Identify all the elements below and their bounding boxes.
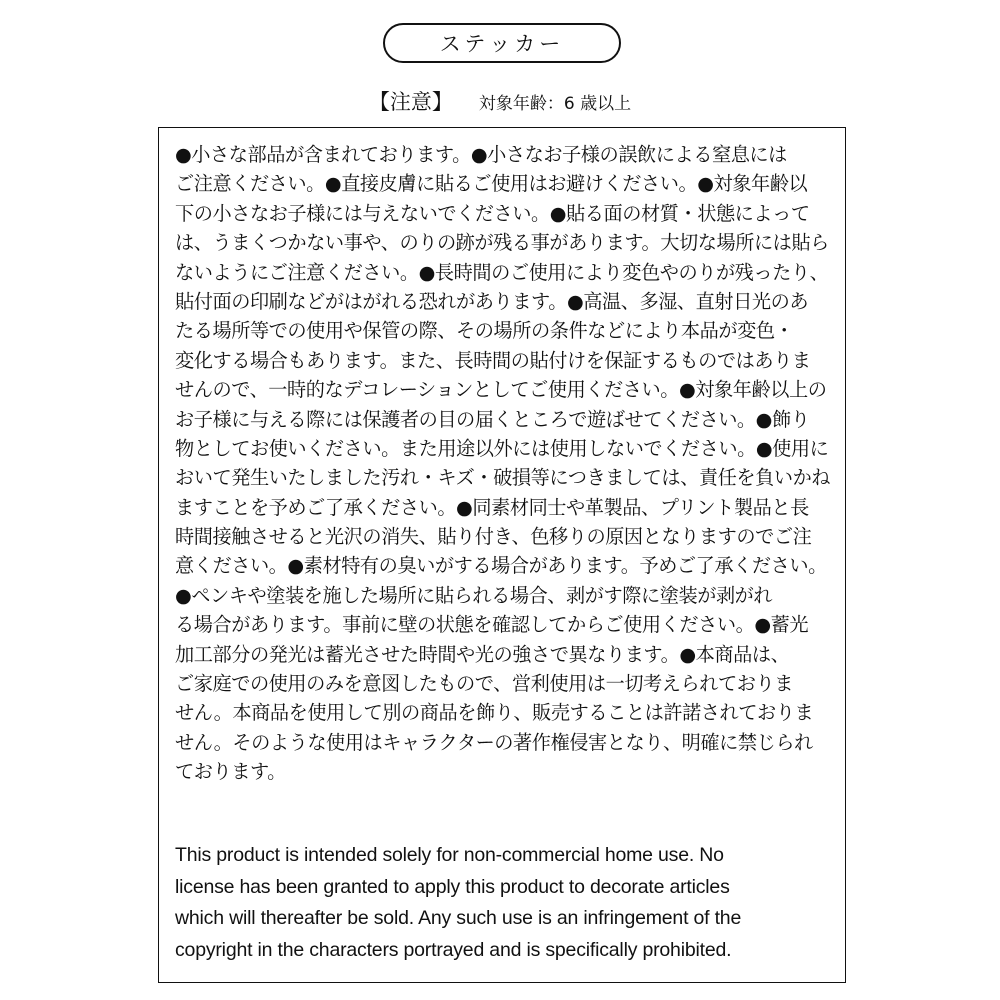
- notice-box: [158, 127, 846, 983]
- english-notice-text: [175, 840, 835, 966]
- notice-line: ないようにご注意ください。●長時間のご使用により変色やのりが残ったり、: [175, 260, 829, 284]
- notice-line: 時間接触させると光沢の消失、貼り付き、色移りの原因となりますのでご注: [175, 525, 812, 549]
- japanese-notice-text: [175, 140, 835, 787]
- notice-line: せん。本商品を使用して別の商品を飾り、販売することは許諾されておりま: [175, 701, 814, 725]
- target-age-text: 対象年齢：6 歳以上: [478, 94, 632, 114]
- notice-line: 物としてお使いください。また用途以外には使用しないでください。●使用に: [175, 436, 829, 460]
- notice-line: ております。: [175, 760, 286, 784]
- english-notice-line: which will thereafter be sold. Any such use is an infringement of the: [175, 907, 742, 930]
- english-notice-line: This product is intended solely for non-commercial home use. No: [175, 844, 724, 866]
- notice-line: おいて発生いたしました汚れ・キズ・破損等につきましては、責任を負いかね: [175, 466, 831, 490]
- notice-line: たる場所等での使用や保管の際、その場所の条件などにより本品が変色・: [175, 319, 794, 343]
- notice-line: 意ください。●素材特有の臭いがする場合があります。予めご了承ください。: [175, 554, 827, 578]
- notice-line: 貼付面の印刷などがはがれる恐れがあります。●高温、多湿、直射日光のあ: [175, 289, 809, 313]
- notice-line: せんので、一時的なデコレーションとしてご使用ください。●対象年齢以上の: [175, 378, 827, 402]
- notice-line: る場合があります。事前に壁の状態を確認してからご使用ください。●蓄光: [175, 613, 809, 637]
- product-type-label: ステッカー: [383, 23, 621, 63]
- notice-line: ●ペンキや塗装を施した場所に貼られる場合、剥がす際に塗装が剥がれ: [175, 583, 773, 607]
- notice-line: ご注意ください。●直接皮膚に貼るご使用はお避けください。●対象年齢以: [175, 172, 808, 196]
- notice-line: せん。そのような使用はキャラクターの著作権侵害となり、明確に禁じられ: [175, 730, 813, 754]
- notice-line: ますことを予めご了承ください。●同素材同士や革製品、プリント製品と長: [175, 495, 809, 519]
- notice-line: ●小さな部品が含まれております。●小さなお子様の誤飲による窒息には: [175, 143, 787, 166]
- english-notice-line: license has been granted to apply this product to decorate articles: [175, 875, 730, 898]
- notice-line: は、うまくつかない事や、のりの跡が残る事があります。大切な場所には貼ら: [175, 231, 829, 255]
- notice-line: 変化する場合もあります。また、長時間の貼付けを保証するものではありま: [175, 348, 811, 372]
- english-notice-line: copyright in the characters portrayed and is specifically prohibited.: [175, 938, 732, 961]
- caution-header: [0, 88, 1000, 118]
- notice-line: お子様に与える際には保護者の目の届くところで遊ばせてください。●飾り: [175, 407, 810, 431]
- notice-line: ご家庭での使用のみを意図したもので、営利使用は一切考えられておりま: [175, 672, 793, 696]
- caution-label: 【注意】: [368, 90, 453, 114]
- notice-line: 下の小さなお子様には与えないでください。●貼る面の材質・状態によって: [175, 201, 810, 225]
- notice-line: 加工部分の発光は蓄光させた時間や光の強さで異なります。●本商品は、: [175, 642, 790, 666]
